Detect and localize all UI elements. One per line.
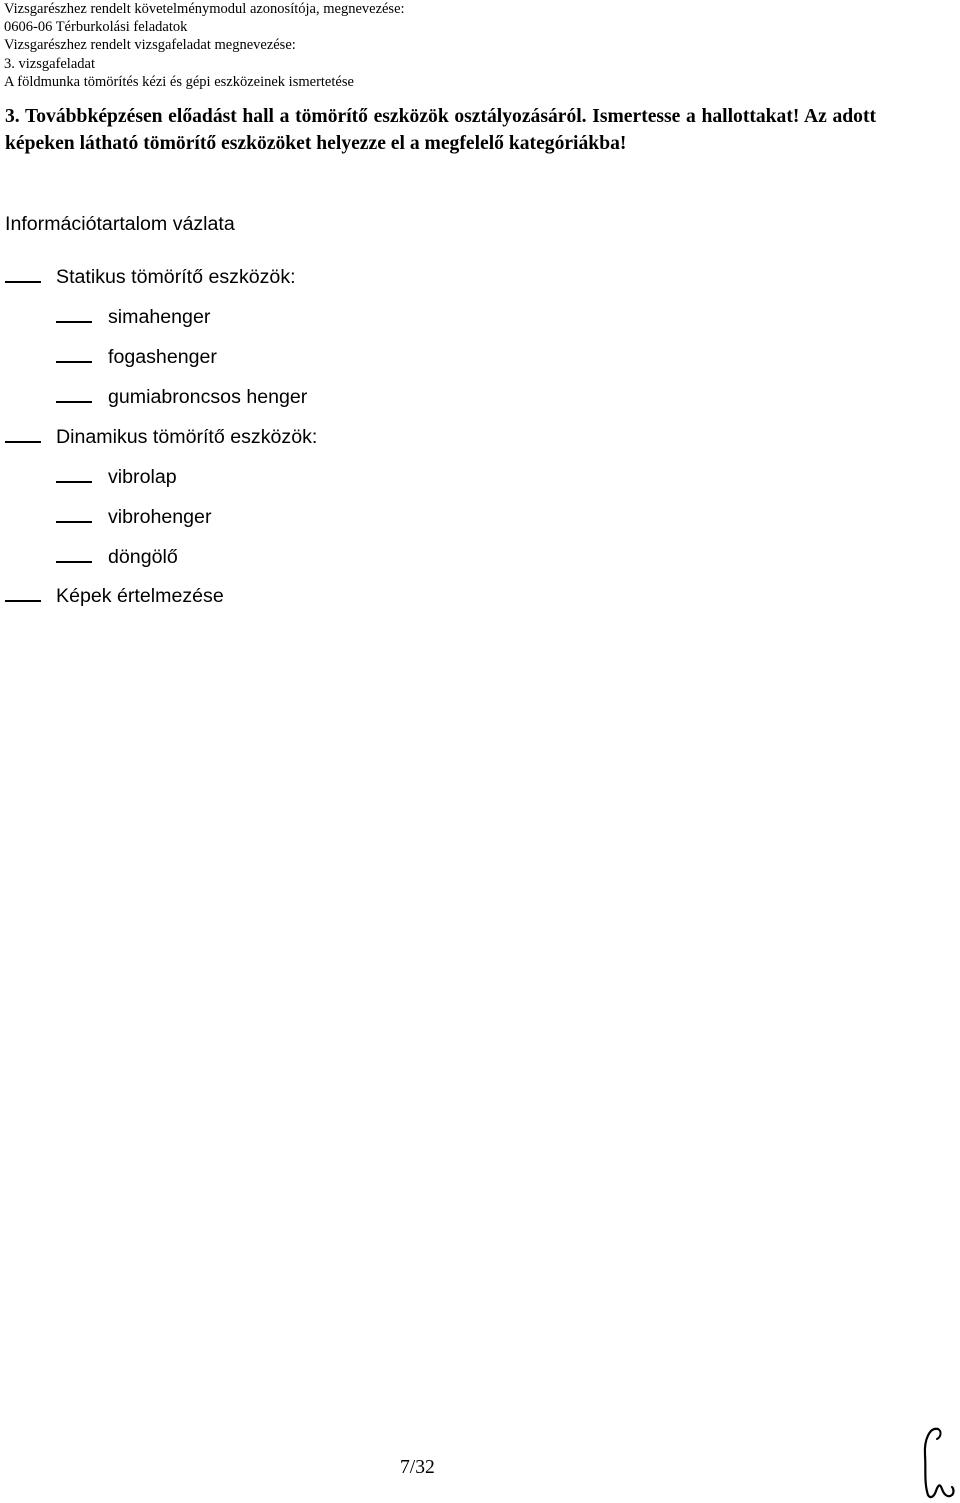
document-header (4, 0, 944, 91)
outline-subitem-label: gumiabroncsos henger (108, 386, 308, 408)
dash-bullet (56, 361, 92, 363)
header-module-label: Vizsgarészhez rendelt követelménymodul azonosítója, megnevezése: (4, 1, 405, 17)
dash-bullet (56, 561, 92, 563)
header-task-label: Vizsgarészhez rendelt vizsgafeladat megnevezése: (4, 37, 296, 54)
dash-bullet (5, 281, 41, 283)
dash-bullet (56, 401, 92, 403)
dash-bullet (56, 321, 92, 323)
outline-title: Információtartalom vázlata (5, 213, 235, 235)
outline-subitem-label: fogashenger (108, 346, 217, 368)
outline-subitem-label: simahenger (108, 306, 211, 328)
outline-item-label: Képek értelmezése (56, 585, 224, 607)
dash-bullet (56, 521, 92, 523)
outline-subitem-label: döngölő (108, 546, 178, 568)
header-module-value: 0606-06 Térburkolási feladatok (4, 19, 188, 36)
dash-bullet (5, 441, 41, 443)
dash-bullet (56, 481, 92, 483)
page-number: 7/32 (400, 1457, 435, 1478)
outline-subitem-label: vibrohenger (108, 506, 212, 528)
outline-item-label: Statikus tömörítő eszközök: (56, 266, 296, 288)
outline-item-label: Dinamikus tömörítő eszközök: (56, 426, 318, 448)
handwritten-signature (918, 1425, 958, 1501)
dash-bullet (5, 600, 41, 602)
header-task-title: A földmunka tömörítés kézi és gépi eszközeinek ismertetése (4, 73, 354, 90)
header-task-number: 3. vizsgafeladat (4, 55, 95, 72)
question-text: 3. Továbbképzésen előadást hall a tömörítő eszközök osztályozásáról. Ismertesse a hallottakat! Az adott képeken látható tömörítő eszközöket helyezze el a megfelelő kategóriákba! (5, 106, 876, 154)
outline-subitem-label: vibrolap (108, 466, 177, 488)
